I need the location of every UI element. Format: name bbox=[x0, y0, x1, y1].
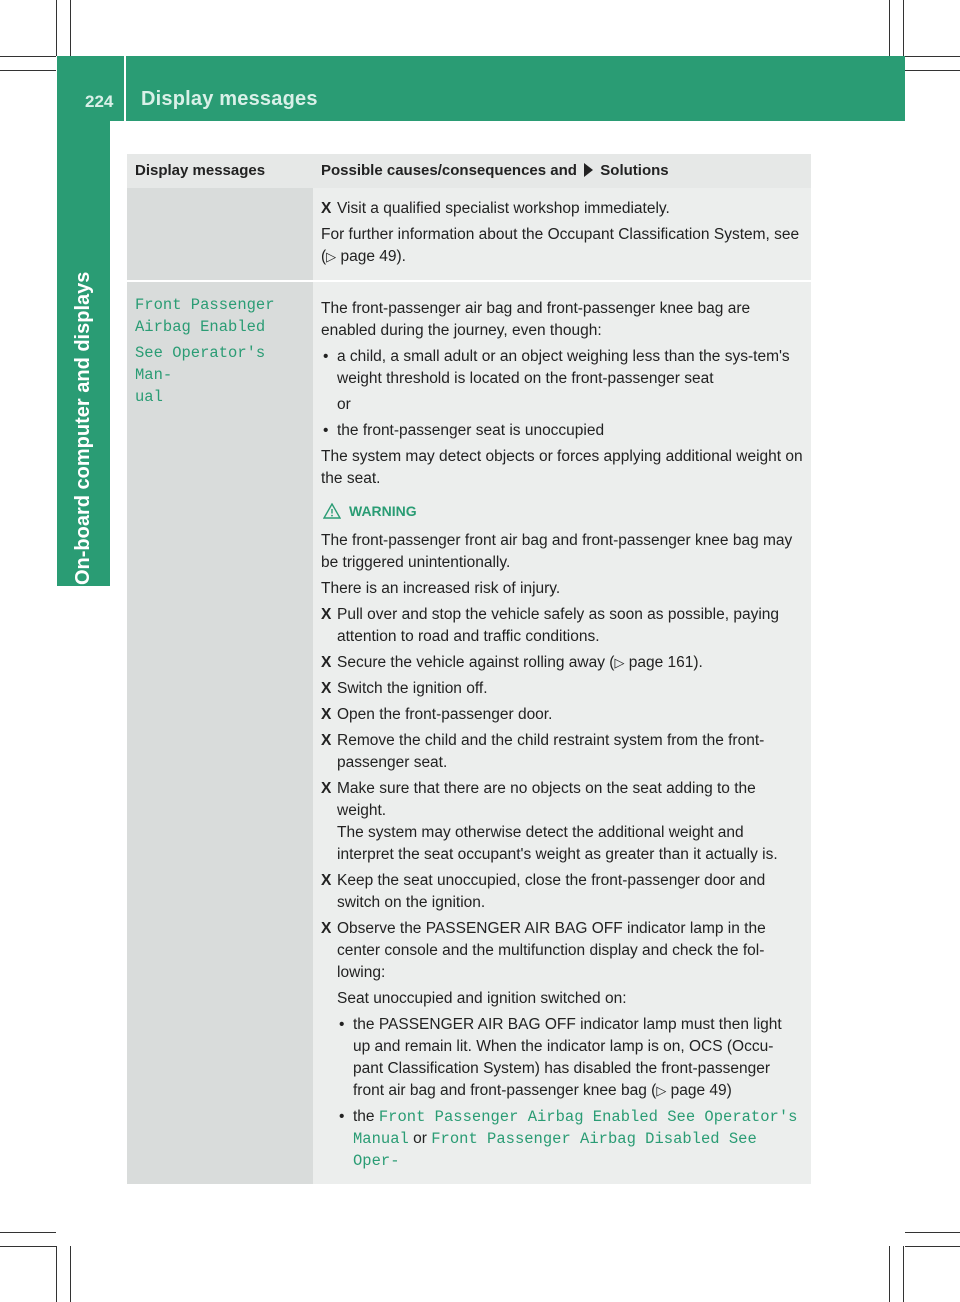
bullet-text: or bbox=[413, 1130, 427, 1147]
solution-cell bbox=[313, 188, 811, 281]
crop-mark bbox=[0, 1232, 56, 1233]
action-step bbox=[321, 604, 803, 648]
step-text: Switch the ignition off. bbox=[337, 680, 488, 697]
risk-text: There is an increased risk of injury. bbox=[321, 580, 561, 597]
table-row bbox=[127, 188, 811, 281]
column-header-display-messages: Display messages bbox=[127, 154, 313, 188]
crop-mark bbox=[903, 1246, 904, 1302]
crop-mark bbox=[905, 56, 960, 57]
or-text: or bbox=[337, 396, 351, 413]
message-cell-empty bbox=[127, 188, 313, 281]
table-row bbox=[127, 281, 811, 1184]
action-arrow-icon: X bbox=[321, 920, 332, 937]
step-text: Make sure that there are no objects on the seat adding to the weight. bbox=[337, 780, 756, 819]
warning-heading bbox=[323, 500, 803, 522]
bullet-text: a child, a small adult or an object weighing less than the sys-tem's weight threshold is located on the front-passenger seat bbox=[337, 348, 790, 387]
crop-mark bbox=[903, 0, 904, 56]
table-header-row bbox=[127, 154, 811, 188]
crop-mark bbox=[56, 1246, 57, 1302]
action-step bbox=[321, 198, 803, 220]
column-header-causes-label: Possible causes/consequences and bbox=[321, 162, 577, 179]
action-step bbox=[321, 730, 803, 774]
display-messages-table bbox=[127, 154, 811, 1184]
list-item bbox=[337, 1106, 803, 1172]
action-arrow-icon: X bbox=[321, 606, 332, 623]
crop-mark bbox=[56, 0, 57, 56]
crop-mark bbox=[905, 1246, 960, 1247]
message-line: ual bbox=[135, 388, 163, 406]
crop-mark bbox=[889, 1246, 890, 1302]
step-text: Secure the vehicle against rolling away ( bbox=[337, 654, 615, 671]
message-cell bbox=[127, 281, 313, 1184]
action-arrow-icon: X bbox=[321, 706, 332, 723]
crop-mark bbox=[0, 56, 56, 57]
page-ref-icon: ▷ bbox=[326, 249, 337, 264]
page-ref-text: page 161). bbox=[628, 654, 703, 671]
info-paragraph bbox=[321, 224, 803, 268]
action-step bbox=[321, 870, 803, 914]
crop-mark bbox=[905, 1232, 960, 1233]
column-header-solutions-label: Solutions bbox=[600, 162, 669, 179]
crop-mark bbox=[70, 0, 71, 56]
message-line: Front Passenger bbox=[135, 296, 275, 314]
list-item bbox=[321, 346, 803, 390]
message-line: Airbag Enabled bbox=[135, 318, 266, 336]
inline-message: Front Passenger Airbag Enabled See Operator's Manual bbox=[353, 1108, 798, 1148]
inline-message: Front Passenger Airbag Disabled See Oper‐ bbox=[353, 1130, 757, 1170]
bullet-text: the bbox=[353, 1108, 375, 1125]
crop-mark bbox=[889, 0, 890, 56]
warning-text: The front-passenger front air bag and front-passenger knee bag may be triggered unintentionally. bbox=[321, 532, 793, 571]
section-title: Display messages bbox=[141, 88, 318, 110]
action-arrow-icon: X bbox=[321, 872, 332, 889]
page-ref-icon: ▷ bbox=[614, 655, 625, 670]
step-note: The system may otherwise detect the additional weight and interpret the seat occupant's weight as greater than it actually is. bbox=[337, 824, 778, 863]
step-text: Keep the seat unoccupied, close the front-passenger door and switch on the ignition. bbox=[337, 872, 766, 911]
step-text: Observe the PASSENGER AIR BAG OFF indicator lamp in the center console and the multifunction display and check the fol-lowing: bbox=[337, 920, 766, 981]
action-arrow-icon: X bbox=[321, 680, 332, 697]
bullet-text: the front-passenger seat is unoccupied bbox=[337, 422, 605, 439]
bullet-icon: • bbox=[339, 1108, 345, 1125]
page-ref-icon: ▷ bbox=[656, 1083, 667, 1098]
side-tab-label: On-board computer and displays bbox=[72, 271, 94, 585]
warning-label: WARNING bbox=[349, 503, 417, 519]
crop-mark bbox=[0, 1246, 56, 1247]
message-line: See Operator's Man‐ bbox=[135, 344, 266, 384]
step-text: Pull over and stop the vehicle safely as soon as possible, paying attention to road and traffic conditions. bbox=[337, 606, 780, 645]
action-arrow-icon: X bbox=[321, 200, 332, 217]
intro-text: The front-passenger air bag and front-passenger knee bag are enabled during the journey, even though: bbox=[321, 300, 751, 339]
action-arrow-icon: X bbox=[321, 654, 332, 671]
header-page-box bbox=[57, 56, 126, 121]
info-text: For further information about the Occupant Classification System, see ( bbox=[321, 226, 800, 265]
bullet-icon: • bbox=[323, 348, 329, 365]
header-bar bbox=[57, 56, 905, 121]
action-arrow-icon bbox=[584, 163, 593, 177]
step-text: Remove the child and the child restraint system from the front-passenger seat. bbox=[337, 732, 765, 771]
bullet-icon: • bbox=[323, 422, 329, 439]
crop-mark bbox=[905, 70, 960, 71]
page-ref-text: page 49). bbox=[340, 248, 406, 265]
action-step bbox=[321, 704, 803, 726]
list-item bbox=[337, 1014, 803, 1102]
list-item bbox=[321, 420, 803, 442]
solution-cell bbox=[313, 281, 811, 1184]
bullet-text: the PASSENGER AIR BAG OFF indicator lamp must then light up and remain lit. When the indicator lamp is on, OCS (Occu-pant Classification System) has disabled the front-passenger front air bag and front-passenger knee bag ( bbox=[353, 1016, 782, 1099]
crop-mark bbox=[70, 1246, 71, 1302]
bullet-icon: • bbox=[339, 1016, 345, 1033]
detect-text: The system may detect objects or forces applying additional weight on the seat. bbox=[321, 448, 803, 487]
step-text: Open the front-passenger door. bbox=[337, 706, 553, 723]
action-arrow-icon: X bbox=[321, 732, 332, 749]
warning-triangle-icon bbox=[323, 503, 341, 519]
page-ref-text: page 49) bbox=[670, 1082, 732, 1099]
action-step bbox=[321, 652, 803, 674]
action-arrow-icon: X bbox=[321, 780, 332, 797]
action-step bbox=[321, 678, 803, 700]
seat-condition-text: Seat unoccupied and ignition switched on: bbox=[337, 990, 627, 1007]
page-number: 224 bbox=[85, 92, 114, 111]
step-text: Visit a qualified specialist workshop immediately. bbox=[337, 200, 670, 217]
crop-mark bbox=[0, 70, 56, 71]
action-step bbox=[321, 778, 803, 866]
column-header-causes bbox=[313, 154, 811, 188]
action-step bbox=[321, 918, 803, 984]
